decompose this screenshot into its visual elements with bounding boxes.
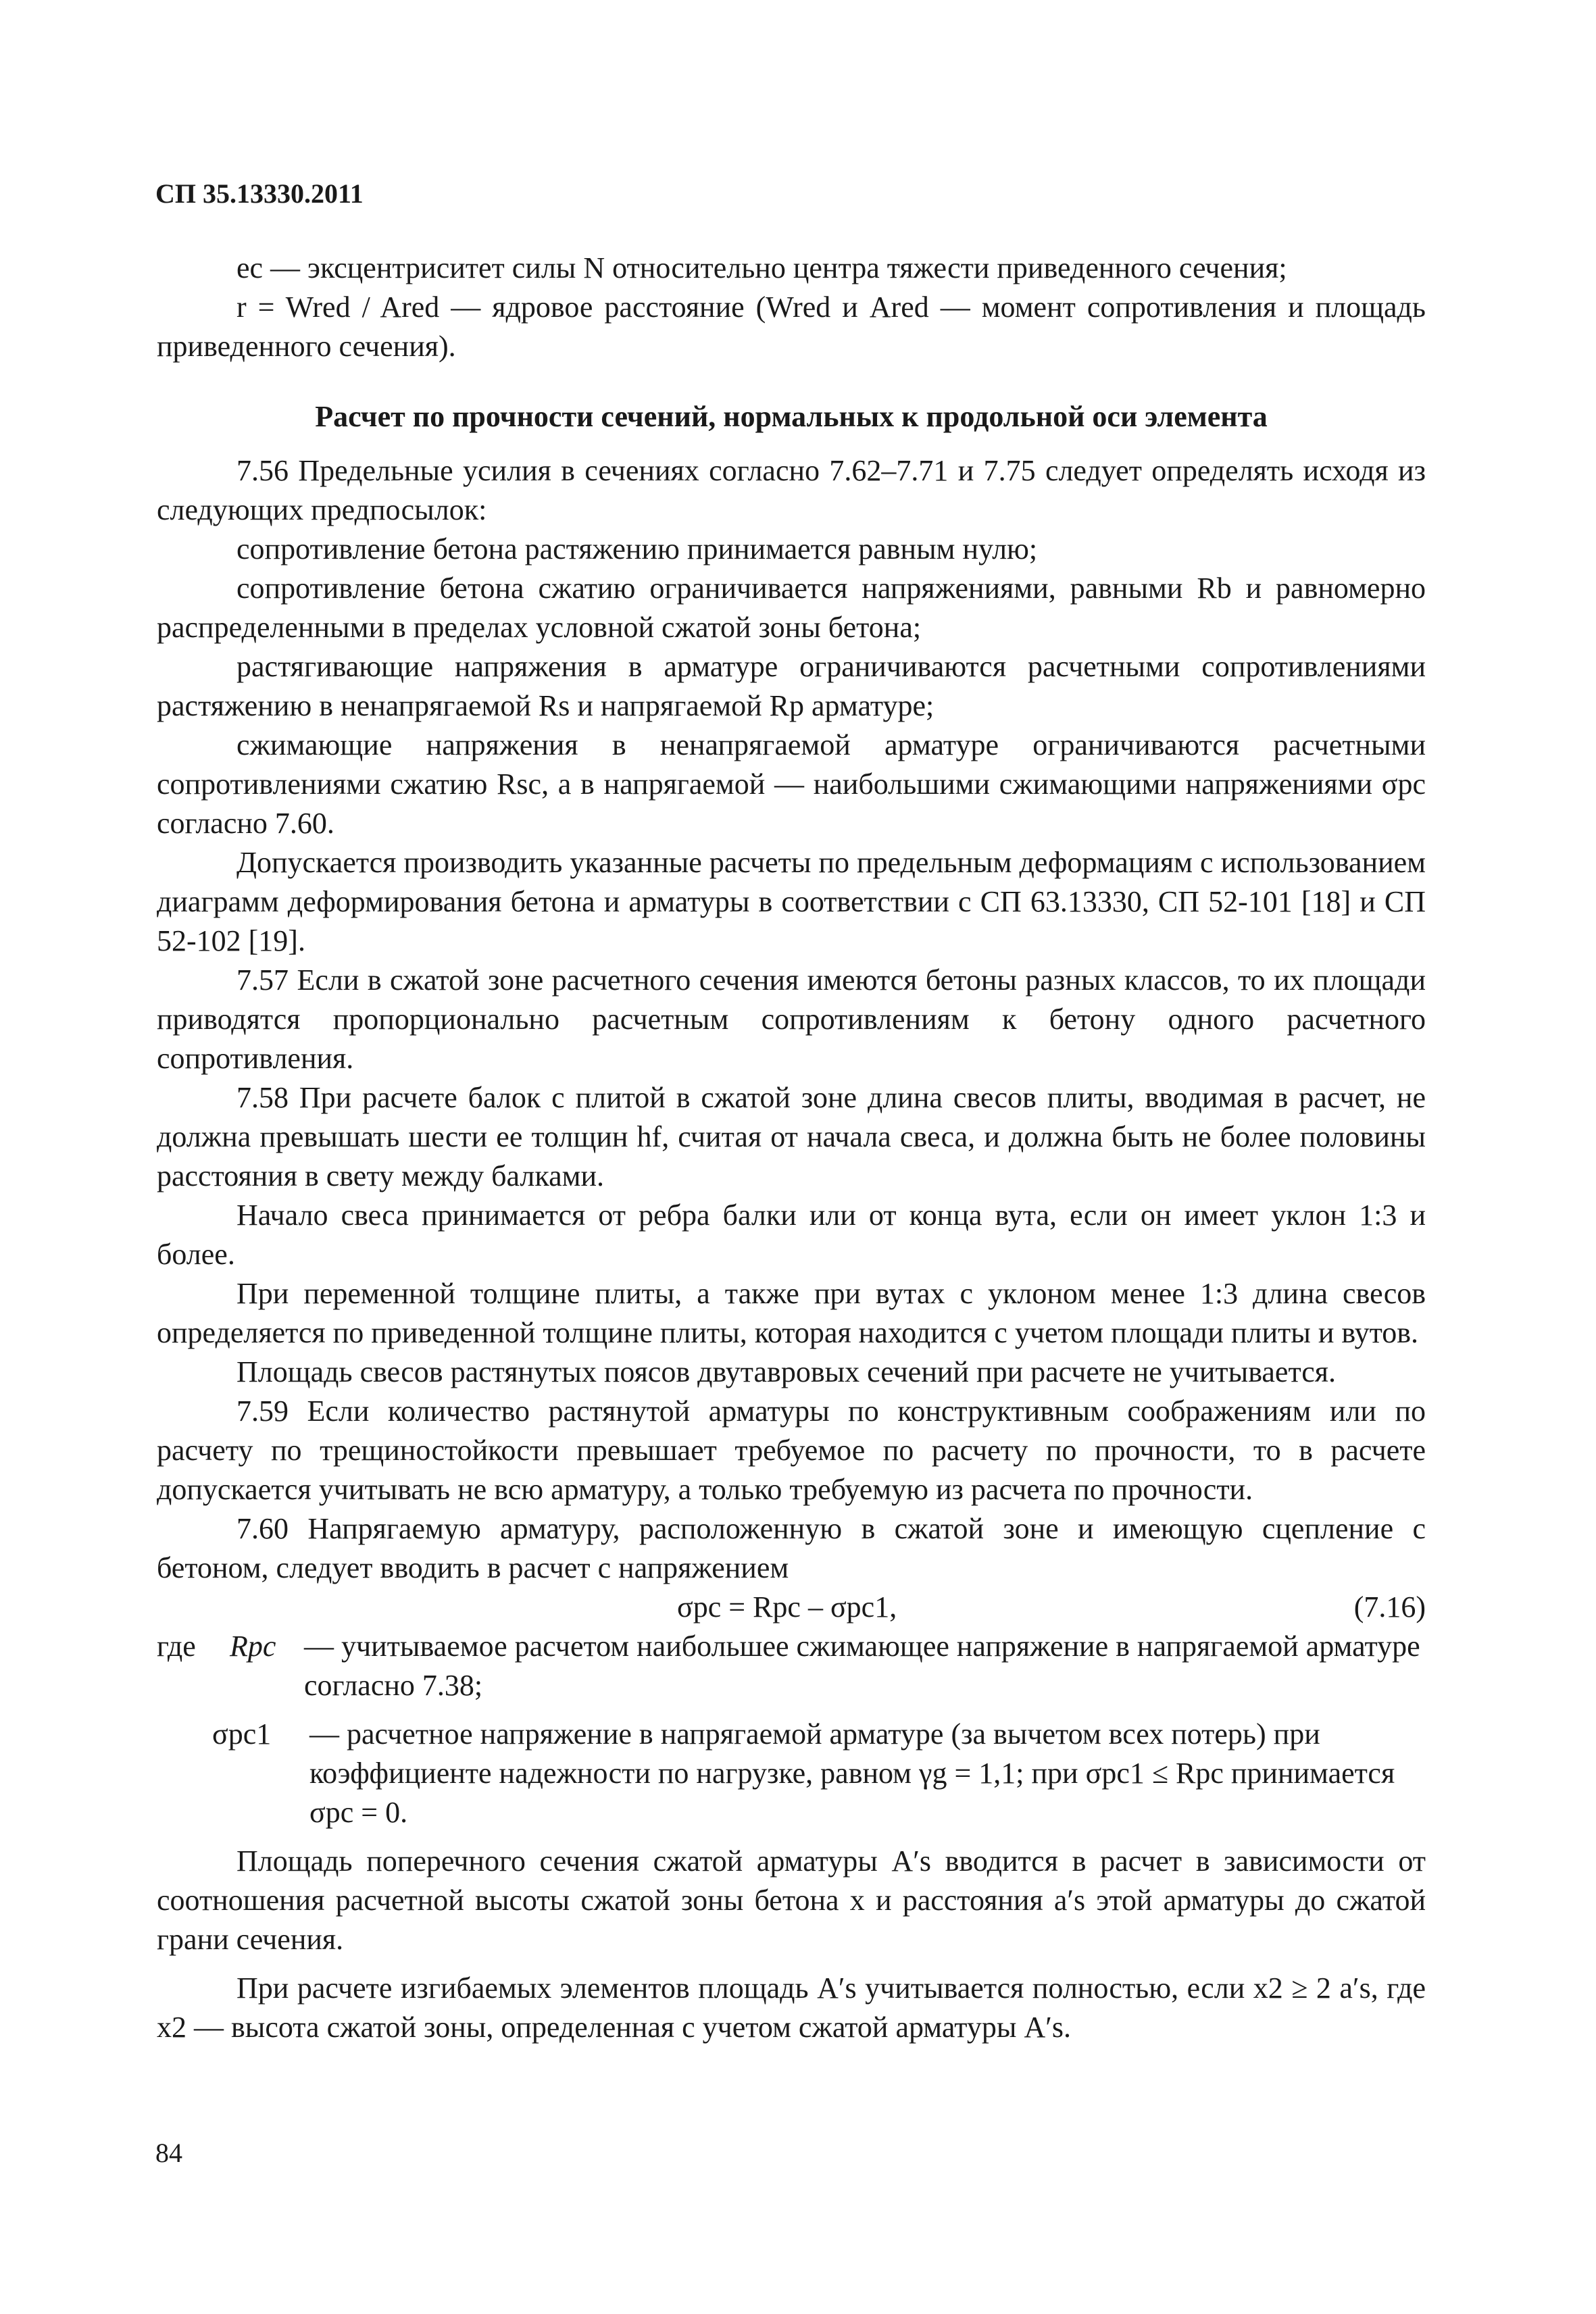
rpc-description: — учитываемое расчетом наибольшее сжимающее напряжение в напрягаемой арматуре согласно 7.38; xyxy=(304,1630,1420,1702)
page-number: 84 xyxy=(155,2138,182,2168)
premise-2: сопротивление бетона сжатию ограничивается напряжениями, равными Rb и равномерно распределенными в пределах условной сжатой зоны бетона; xyxy=(157,572,1426,644)
premise-3: растягивающие напряжения в арматуре ограничиваются расчетными сопротивлениями растяжению в ненапрягаемой Rs и напрягаемой Rp арматуре; xyxy=(157,650,1426,722)
paragraph-7-56: 7.56 Предельные усилия в сечениях согласно 7.62–7.71 и 7.75 следует определять исходя из следующих предпосылок: xyxy=(157,454,1426,526)
spc1-description: — расчетное напряжение в напрягаемой арматуре (за вычетом всех потерь) при коэффициенте надежности по нагрузке, равном γg = 1,1; при σpc1 ≤ Rpc принимается σpc = 0. xyxy=(309,1717,1395,1829)
page-body xyxy=(157,249,1426,2047)
formula-7-16 xyxy=(157,1588,1426,1627)
overhang-start: Начало свеса принимается от ребра балки или от конца вута, если он имеет уклон 1:3 и более. xyxy=(157,1199,1426,1271)
document-code: СП 35.13330.2011 xyxy=(155,178,364,209)
paragraph-7-60: 7.60 Напрягаемую арматуру, расположенную в сжатой зоне и имеющую сцепление с бетоном, следует вводить в расчет с напряжением xyxy=(157,1512,1426,1584)
bending-elements: При расчете изгибаемых элементов площадь A′s учитывается полностью, если x2 ≥ 2 a′s, где x2 — высота сжатой зоны, определенная с учетом сжатой арматуры A′s. xyxy=(157,1971,1426,2044)
r-definition: r = Wred / Ared — ядровое расстояние (Wred и Ared — момент сопротивления и площадь приведенного сечения). xyxy=(157,291,1426,363)
paragraph-7-58: 7.58 При расчете балок с плитой в сжатой зоне длина свесов плиты, вводимая в расчет, не должна превышать шести ее толщин hf, считая от начала свеса, и должна быть не более половины расстояния в свету между балками. xyxy=(157,1081,1426,1192)
variable-thickness: При переменной толщине плиты, а также при вутах с уклоном менее 1:3 длина свесов определяется по приведенной толщине плиты, которая находится с учетом площади плиты и вутов. xyxy=(157,1277,1426,1349)
flange-overhangs: Площадь свесов растянутых поясов двутавровых сечений при расчете не учитывается. xyxy=(236,1355,1336,1388)
formula-number: (7.16) xyxy=(1353,1590,1426,1624)
deformation-note: Допускается производить указанные расчеты по предельным деформациям с использованием диаграмм деформирования бетона и арматуры в соответствии с СП 63.13330, СП 52-101 [18] и СП 52-102 [19]. xyxy=(157,846,1426,957)
premise-1: сопротивление бетона растяжению принимается равным нулю; xyxy=(236,532,1038,565)
paragraph-7-59: 7.59 Если количество растянутой арматуры по конструктивным соображениям или по расчету по трещиностойкости превышает требуемое по расчету по прочности, то в расчете допускается учитывать не всю арматуру, а только требуемую из расчета по прочности. xyxy=(157,1394,1426,1506)
compressed-reinforcement-area: Площадь поперечного сечения сжатой арматуры A′s вводится в расчет в зависимости от соотношения расчетной высоты сжатой зоны бетона x и расстояния a′s этой арматуры до сжатой грани сечения. xyxy=(157,1844,1426,1956)
rpc-symbol: Rpc xyxy=(230,1630,276,1663)
formula-expression: σpc = Rpc – σpc1, xyxy=(677,1590,897,1624)
paragraph-7-57: 7.57 Если в сжатой зоне расчетного сечения имеются бетоны разных классов, то их площади приводятся пропорционально расчетным сопротивлениям к бетону одного расчетного сопротивления. xyxy=(157,963,1426,1075)
where-spc1 xyxy=(157,1715,1426,1832)
premise-4: сжимающие напряжения в ненапрягаемой арматуре ограничиваются расчетными сопротивлениями сжатию Rsc, а в напрягаемой — наибольшими сжимающими напряжениями σpc согласно 7.60. xyxy=(157,728,1426,840)
section-heading: Расчет по прочности сечений, нормальных к продольной оси элемента xyxy=(315,400,1268,433)
ec-definition: eс — эксцентриситет силы N относительно центра тяжести приведенного сечения; xyxy=(236,251,1287,284)
where-word: где xyxy=(157,1630,196,1663)
spc1-symbol: σpc1 xyxy=(212,1717,272,1751)
where-rpc xyxy=(157,1627,1426,1705)
